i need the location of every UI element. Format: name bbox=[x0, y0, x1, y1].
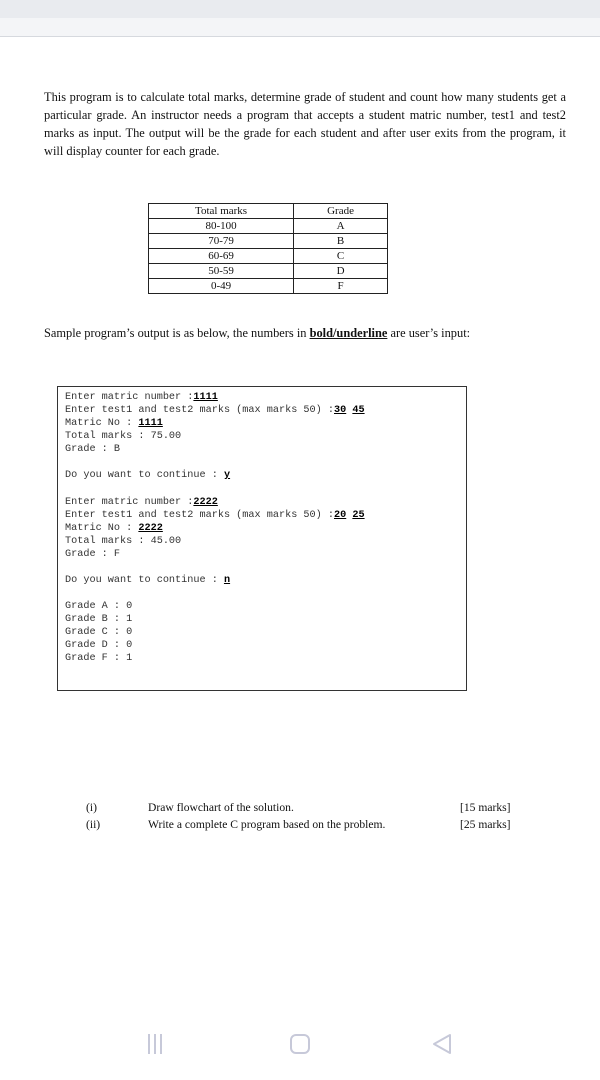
grade-cell: A bbox=[294, 219, 388, 234]
grade-count-line: Grade A : 0 bbox=[65, 601, 133, 612]
grade-cell: F bbox=[294, 279, 388, 294]
grade-cell: B bbox=[294, 234, 388, 249]
header-grade: Grade bbox=[294, 204, 388, 219]
sample-label-bold: bold/underline bbox=[309, 326, 388, 340]
top-app-bar bbox=[0, 0, 600, 37]
console-line: Enter matric number :2222 bbox=[65, 497, 218, 508]
question-number: (ii) bbox=[86, 818, 101, 831]
question-text: Write a complete C program based on the problem. bbox=[148, 818, 386, 831]
user-input: 45 bbox=[352, 405, 365, 416]
grade-count-line: Grade C : 0 bbox=[65, 627, 133, 638]
back-icon[interactable] bbox=[430, 1031, 454, 1062]
range-cell: 60-69 bbox=[149, 249, 294, 264]
question-marks: [15 marks] bbox=[460, 801, 511, 814]
console-line: Enter test1 and test2 marks (max marks 50) :20 25 bbox=[65, 510, 365, 521]
question-text: Draw flowchart of the solution. bbox=[148, 801, 294, 814]
recent-apps-icon[interactable] bbox=[145, 1031, 165, 1062]
console-line: Matric No : 2222 bbox=[65, 523, 163, 534]
table-row bbox=[149, 264, 388, 279]
home-icon[interactable] bbox=[288, 1031, 312, 1062]
sample-label-after: are user’s input: bbox=[387, 326, 471, 340]
grade-count-line: Grade B : 1 bbox=[65, 614, 133, 625]
console-line: Do you want to continue : n bbox=[65, 575, 231, 586]
grade-count-line: Grade F : 1 bbox=[65, 653, 133, 664]
console-line: Matric No : 1111 bbox=[65, 418, 163, 429]
user-input: 2222 bbox=[193, 497, 218, 508]
console-line: Enter test1 and test2 marks (max marks 50) :30 45 bbox=[65, 405, 365, 416]
user-input: n bbox=[223, 575, 231, 586]
table-row bbox=[149, 234, 388, 249]
intro-paragraph: This program is to calculate total marks, determine grade of student and count how many students get a particular grade. An instructor needs a program that accepts a student matric number, test1 and test2 marks as input. The output will be the grade for each student and after user exits from the program, it will display counter for each grade. bbox=[44, 90, 566, 158]
question-number: (i) bbox=[86, 801, 97, 814]
grade-cell: C bbox=[294, 249, 388, 264]
sample-label-before: Sample program’s output is as below, the numbers in bbox=[44, 326, 310, 340]
user-input: 25 bbox=[352, 510, 365, 521]
user-input: 1111 bbox=[138, 418, 163, 429]
header-total-marks: Total marks bbox=[149, 204, 294, 219]
user-input: y bbox=[223, 470, 231, 481]
console-line: Grade : B bbox=[65, 444, 121, 455]
user-input: 20 bbox=[334, 510, 347, 521]
console-line: Total marks : 45.00 bbox=[65, 536, 182, 547]
user-input: 1111 bbox=[193, 392, 218, 403]
console-line: Total marks : 75.00 bbox=[65, 431, 182, 442]
console-line: Grade : F bbox=[65, 549, 121, 560]
range-cell: 50-59 bbox=[149, 264, 294, 279]
table-row bbox=[149, 279, 388, 294]
table-row bbox=[149, 249, 388, 264]
sample-output-console bbox=[57, 386, 467, 691]
range-cell: 0-49 bbox=[149, 279, 294, 294]
grade-table bbox=[148, 203, 388, 294]
user-input: 2222 bbox=[138, 523, 163, 534]
grade-cell: D bbox=[294, 264, 388, 279]
range-cell: 80-100 bbox=[149, 219, 294, 234]
question-marks: [25 marks] bbox=[460, 818, 511, 831]
grade-table-header bbox=[149, 204, 388, 219]
android-nav-bar bbox=[0, 1015, 600, 1075]
user-input: 30 bbox=[334, 405, 347, 416]
range-cell: 70-79 bbox=[149, 234, 294, 249]
console-line: Do you want to continue : y bbox=[65, 470, 231, 481]
console-line: Enter matric number :1111 bbox=[65, 392, 218, 403]
sample-output-label bbox=[44, 325, 574, 341]
table-row bbox=[149, 219, 388, 234]
grade-count-line: Grade D : 0 bbox=[65, 640, 133, 651]
